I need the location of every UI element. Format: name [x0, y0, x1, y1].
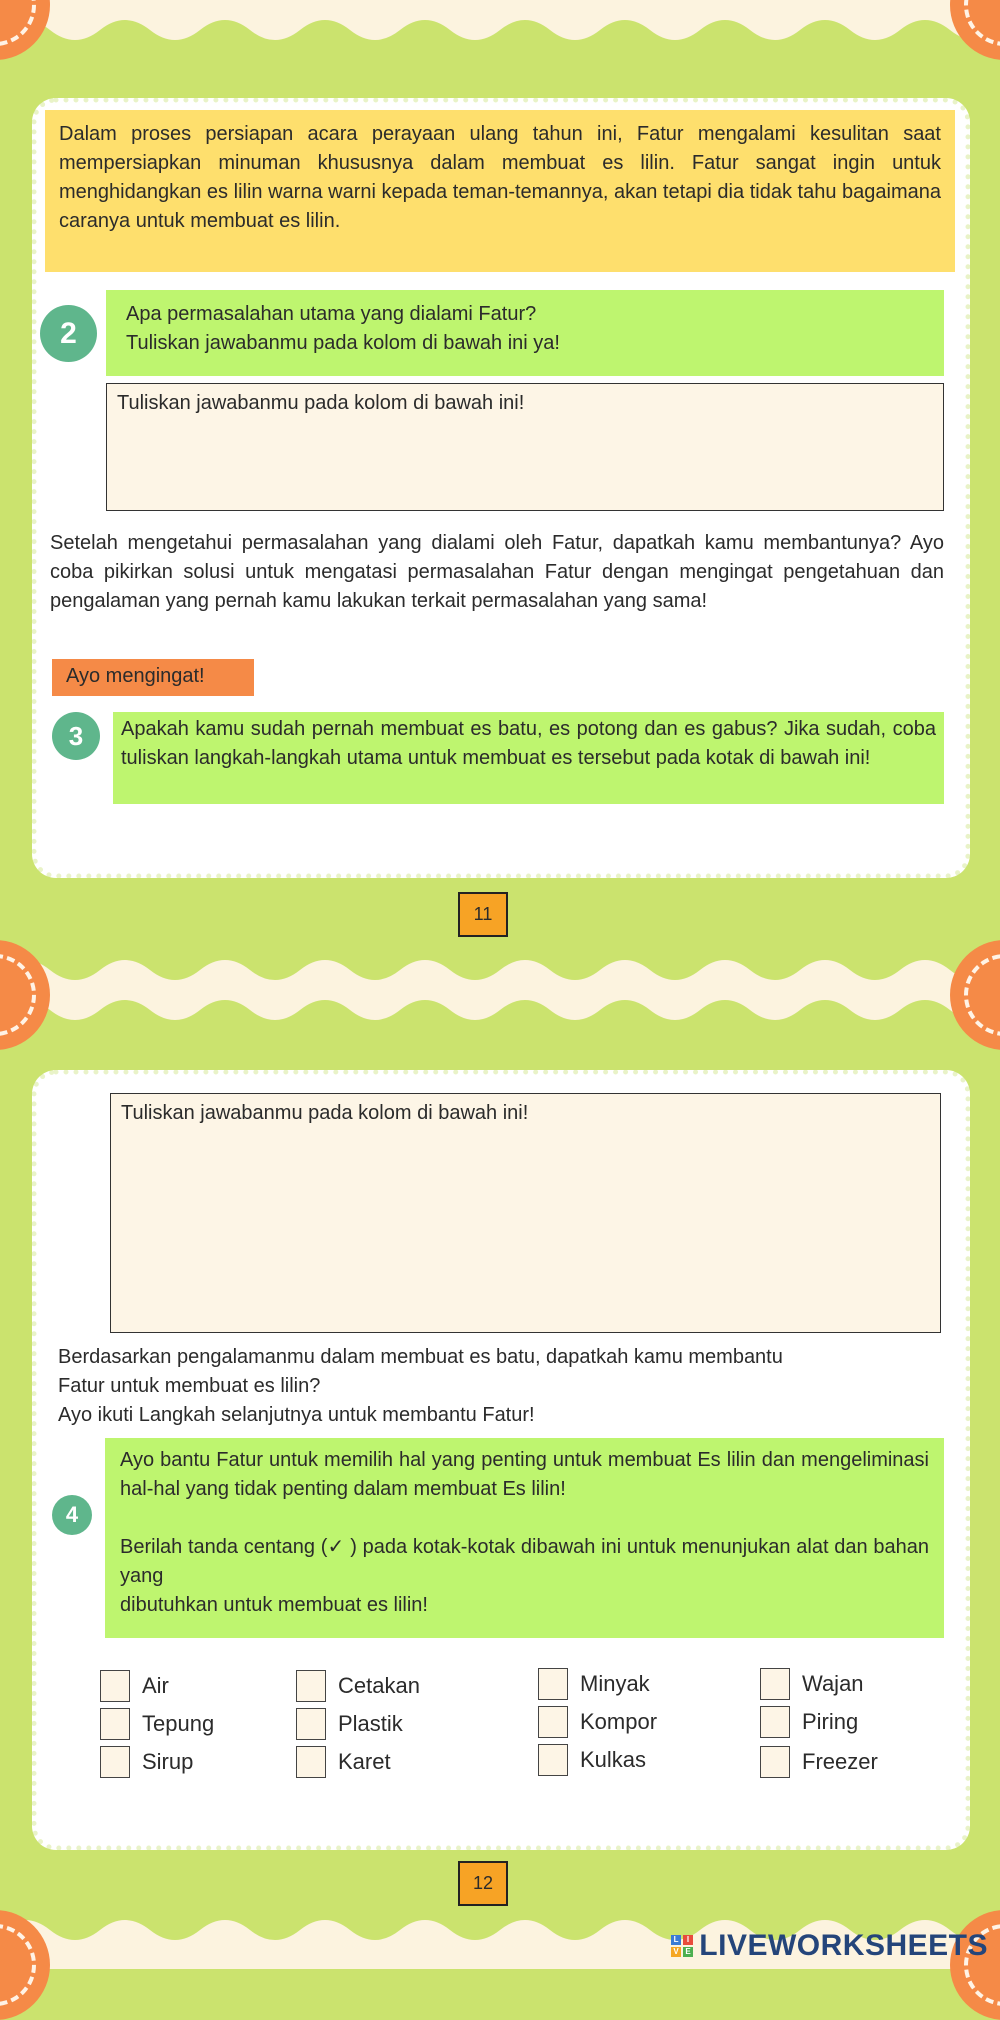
answer-3-placeholder: Tuliskan jawabanmu pada kolom di bawah ini! [121, 1102, 529, 1124]
liveworksheets-logo[interactable] [671, 1929, 988, 1963]
question-3-number: 3 [52, 712, 100, 760]
checkbox-square[interactable] [538, 1744, 568, 1776]
checkbox-square[interactable] [538, 1706, 568, 1738]
help-paragraph [58, 1343, 948, 1430]
checkbox-label: Tepung [142, 1711, 215, 1736]
checkbox-square[interactable] [296, 1708, 326, 1740]
checkbox-piring[interactable] [760, 1706, 858, 1738]
question-4-line1: Ayo bantu Fatur untuk memilih hal yang penting untuk membuat Es lilin dan mengeliminasi hal-hal yang tidak penting dalam membuat Es lilin! [120, 1449, 929, 1500]
checkbox-label: Wajan [802, 1671, 864, 1696]
checkbox-label: Kulkas [580, 1747, 647, 1772]
liveworksheets-logo-icon: L I V E [671, 1935, 693, 1957]
answer-3-box[interactable] [110, 1093, 941, 1333]
checkbox-minyak[interactable] [538, 1668, 650, 1700]
help-paragraph-line2: Fatur untuk membuat es lilin? [58, 1375, 321, 1397]
checkbox-wajan[interactable] [760, 1668, 864, 1700]
question-4-line2: Berilah tanda centang (✓ ) pada kotak-kotak dibawah ini untuk menunjukan alat dan bahan yang [120, 1536, 929, 1587]
checkbox-square[interactable] [760, 1746, 790, 1778]
page-number-11: 11 [458, 892, 508, 937]
checkbox-kulkas[interactable] [538, 1744, 646, 1776]
checkbox-kompor[interactable] [538, 1706, 657, 1738]
question-2-line1: Apa permasalahan utama yang dialami Fatur? [126, 303, 537, 325]
checkbox-square[interactable] [296, 1670, 326, 1702]
checkbox-label: Kompor [580, 1709, 658, 1734]
checkbox-air[interactable] [100, 1670, 169, 1702]
page-number-12: 12 [458, 1861, 508, 1906]
checkbox-square[interactable] [100, 1708, 130, 1740]
question-4-number: 4 [52, 1495, 92, 1535]
middle-cream-wave [0, 945, 1000, 1035]
checkbox-label: Karet [338, 1749, 391, 1774]
help-paragraph-line1: Berdasarkan pengalamanmu dalam membuat es batu, dapatkah kamu membantu [58, 1346, 783, 1368]
checkbox-label: Cetakan [338, 1673, 420, 1698]
remember-label: Ayo mengingat! [52, 659, 254, 696]
checkbox-plastik[interactable] [296, 1708, 403, 1740]
checkbox-cetakan[interactable] [296, 1670, 420, 1702]
checkbox-square[interactable] [760, 1668, 790, 1700]
checkbox-square[interactable] [100, 1670, 130, 1702]
checkbox-square[interactable] [100, 1746, 130, 1778]
checkbox-karet[interactable] [296, 1746, 391, 1778]
top-cream-wave [0, 0, 1000, 60]
checkbox-label: Air [142, 1673, 169, 1698]
checkbox-label: Freezer [802, 1749, 878, 1774]
checkbox-tepung[interactable] [100, 1708, 214, 1740]
checkbox-square[interactable] [538, 1668, 568, 1700]
question-4-box [105, 1438, 944, 1638]
question-2-line2: Tuliskan jawabanmu pada kolom di bawah ini ya! [126, 332, 560, 354]
help-paragraph-line3: Ayo ikuti Langkah selanjutnya untuk membantu Fatur! [58, 1404, 535, 1426]
checkbox-freezer[interactable] [760, 1746, 878, 1778]
checkbox-square[interactable] [296, 1746, 326, 1778]
question-2-box [106, 290, 944, 376]
checkbox-label: Piring [802, 1709, 859, 1734]
solution-paragraph: Setelah mengetahui permasalahan yang dialami oleh Fatur, dapatkah kamu membantunya? Ayo coba pikirkan solusi untuk mengatasi permasalahan Fatur dengan mengingat pengetahuan dan pengalaman yang pernah kamu lakukan terkait permasalahan yang sama! [50, 532, 944, 612]
checkbox-label: Plastik [338, 1711, 403, 1736]
question-4-line3: dibutuhkan untuk membuat es lilin! [120, 1594, 428, 1616]
checkbox-sirup[interactable] [100, 1746, 193, 1778]
question-3-box: Apakah kamu sudah pernah membuat es batu, es potong dan es gabus? Jika sudah, coba tuliskan langkah-langkah utama untuk membuat es tersebut pada kotak di bawah ini! [113, 712, 944, 804]
answer-2-box[interactable] [106, 383, 944, 511]
checkbox-label: Minyak [580, 1671, 650, 1696]
liveworksheets-logo-text: LIVEWORKSHEETS [699, 1929, 988, 1962]
answer-2-placeholder: Tuliskan jawabanmu pada kolom di bawah ini! [117, 392, 525, 414]
story-box: Dalam proses persiapan acara perayaan ulang tahun ini, Fatur mengalami kesulitan saat mempersiapkan minuman khususnya dalam membuat es lilin. Fatur sangat ingin untuk menghidangkan es lilin warna warni kepada teman-temannya, akan tetapi dia tidak tahu bagaimana caranya untuk membuat es lilin. [45, 110, 955, 272]
checkbox-label: Sirup [142, 1749, 194, 1774]
question-2-number: 2 [40, 305, 97, 362]
checkbox-square[interactable] [760, 1706, 790, 1738]
